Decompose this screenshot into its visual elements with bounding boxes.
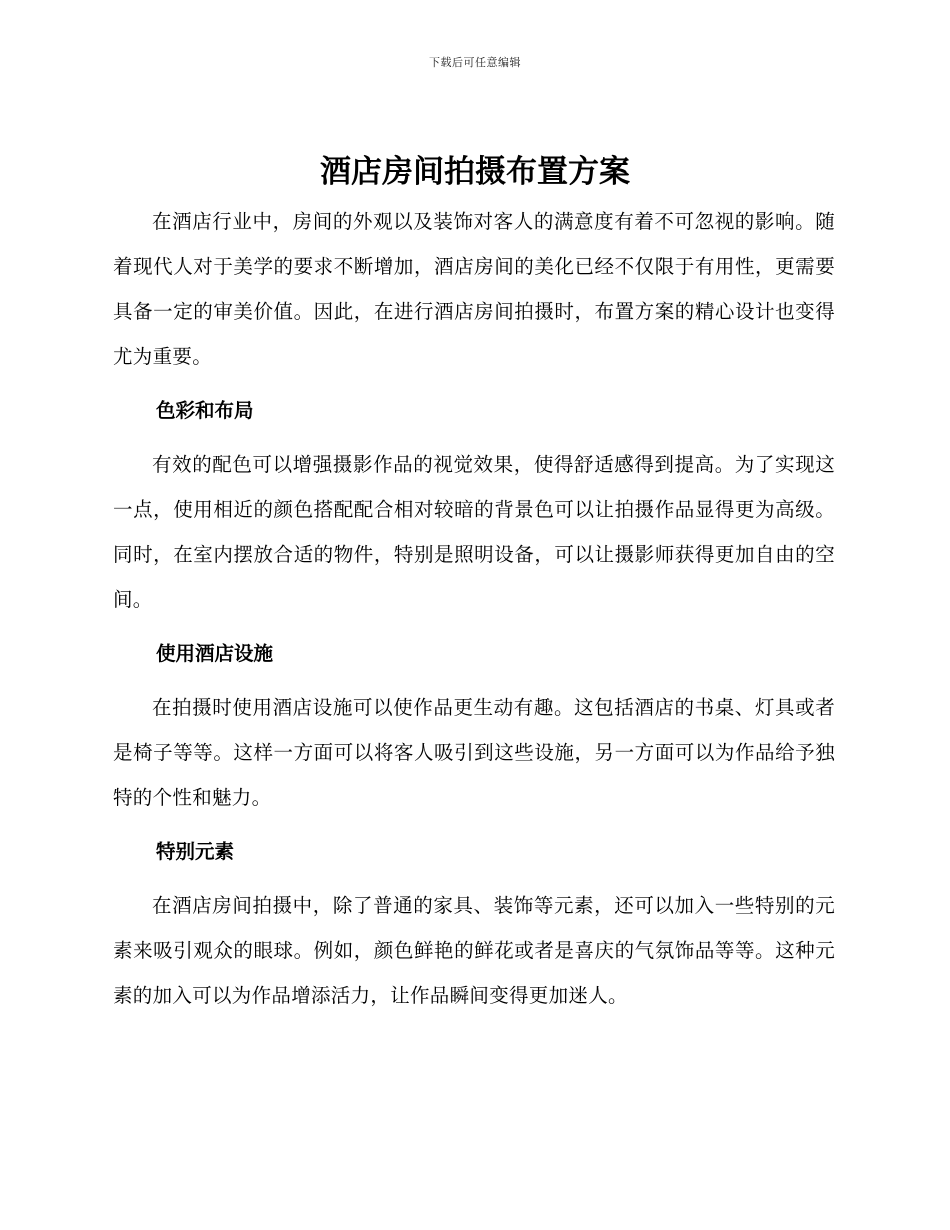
section-body-color-layout: 有效的配色可以增强摄影作品的视觉效果，使得舒适感得到提高。为了实现这一点，使用相近的颜色搭配配合相对较暗的背景色可以让拍摄作品显得更为高级。同时，在室内摆放合适的物件，特别是照明设备，可以让摄影师获得更加自由的空间。 (113, 453, 835, 611)
intro-paragraph: 在酒店行业中，房间的外观以及装饰对客人的满意度有着不可忽视的影响。随着现代人对于美学的要求不断增加，酒店房间的美化已经不仅限于有用性，更需要具备一定的审美价值。因此，在进行酒店房间拍摄时，布置方案的精心设计也变得尤为重要。 (113, 210, 835, 368)
section-heading-color-layout: 色彩和布局 (156, 399, 254, 422)
section-body-hotel-facilities: 在拍摄时使用酒店设施可以使作品更生动有趣。这包括酒店的书桌、灯具或者是椅子等等。这样一方面可以将客人吸引到这些设施，另一方面可以为作品给予独特的个性和魅力。 (113, 696, 835, 809)
section-body-special-elements: 在酒店房间拍摄中，除了普通的家具、装饰等元素，还可以加入一些特别的元素来吸引观众的眼球。例如，颜色鲜艳的鲜花或者是喜庆的气氛饰品等等。这种元素的加入可以为作品增添活力，让作品瞬间变得更加迷人。 (113, 894, 835, 1007)
section-heading-special-elements: 特别元素 (156, 840, 235, 863)
document-title: 酒店房间拍摄布置方案 (320, 154, 630, 190)
section-heading-hotel-facilities: 使用酒店设施 (156, 642, 274, 665)
document-body (113, 199, 835, 1018)
header-note: 下载后可任意编辑 (429, 56, 521, 69)
